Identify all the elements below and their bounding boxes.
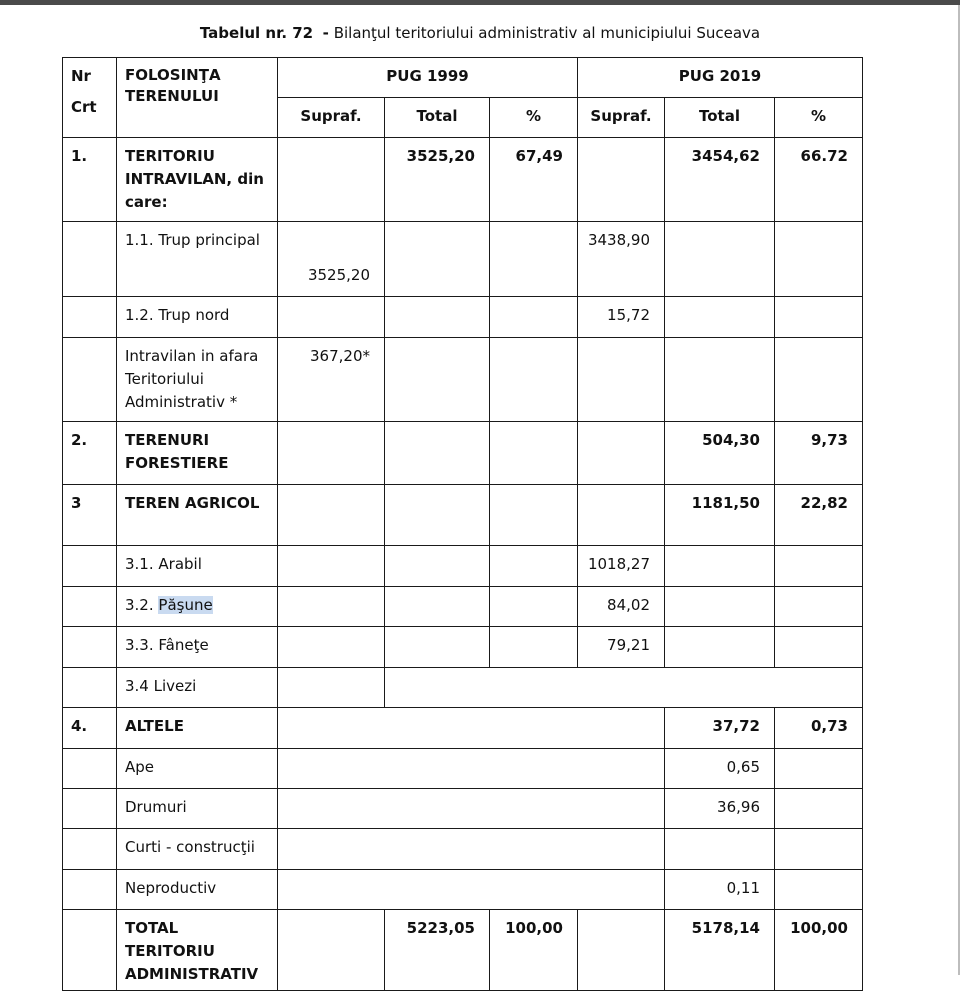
cell-percent-2019: 9,73: [775, 422, 863, 485]
cell-label: 1.1. Trup principal: [117, 222, 278, 297]
cell-percent-1999: [490, 587, 578, 627]
table-row: [63, 138, 863, 222]
cell-nr: 2.: [63, 422, 117, 485]
cell-total-1999: [385, 708, 490, 749]
cell-label: 3.1. Arabil: [117, 546, 278, 587]
cell-total-1999: [385, 870, 490, 910]
table-row: [63, 627, 863, 668]
cell-total-2019: [665, 627, 775, 668]
cell-nr: [63, 222, 117, 297]
cell-total-1999: [385, 587, 490, 627]
header-folosinta: FOLOSINŢA TERENULUI: [117, 58, 278, 138]
cell-percent-2019: [775, 668, 863, 708]
cell-nr: [63, 789, 117, 829]
cell-label: TERENURI FORESTIERE: [117, 422, 278, 485]
cell-percent-1999: [490, 870, 578, 910]
cell-total-1999: [385, 297, 490, 338]
cell-percent-2019: 0,73: [775, 708, 863, 749]
cell-supraf-2019: 79,21: [578, 627, 665, 668]
cell-percent-1999: [490, 789, 578, 829]
header-percent-2019: %: [775, 98, 863, 138]
cell-label: Intravilan in afara Teritoriului Administrativ *: [117, 338, 278, 422]
cell-percent-1999: 67,49: [490, 138, 578, 222]
cell-percent-2019: [775, 627, 863, 668]
table-row: [63, 485, 863, 546]
selected-text-highlight[interactable]: Păşune: [158, 596, 213, 614]
cell-supraf-1999: [278, 546, 385, 587]
cell-label-prefix: 3.2.: [125, 596, 159, 614]
caption-dash: -: [322, 24, 329, 42]
table-row: [63, 789, 863, 829]
cell-nr: [63, 627, 117, 668]
cell-nr: 4.: [63, 708, 117, 749]
cell-supraf-2019: [578, 485, 665, 546]
cell-percent-1999: [490, 829, 578, 870]
cell-supraf-1999: [278, 668, 385, 708]
cell-nr: [63, 338, 117, 422]
cell-total-2019: [665, 587, 775, 627]
cell-label: Drumuri: [117, 789, 278, 829]
cell-total-1999: [385, 485, 490, 546]
cell-supraf-1999: [278, 910, 385, 991]
cell-percent-2019: [775, 749, 863, 789]
cell-total-1999: 3525,20: [385, 138, 490, 222]
table-row: [63, 222, 863, 297]
cell-percent-1999: [490, 708, 578, 749]
cell-supraf-1999: [278, 749, 385, 789]
cell-supraf-2019: [578, 338, 665, 422]
cell-nr: [63, 587, 117, 627]
cell-percent-2019: [775, 546, 863, 587]
cell-label: [117, 587, 278, 627]
cell-supraf-1999: [278, 422, 385, 485]
window-top-bar: [0, 0, 960, 5]
cell-supraf-2019: [578, 870, 665, 910]
cell-supraf-1999: [278, 789, 385, 829]
cell-label: TOTAL TERITORIU ADMINISTRATIV: [117, 910, 278, 991]
cell-supraf-1999: [278, 627, 385, 668]
cell-supraf-2019: 1018,27: [578, 546, 665, 587]
cell-percent-1999: [490, 546, 578, 587]
header-nr: Nr: [71, 67, 91, 85]
cell-total-2019: [665, 829, 775, 870]
header-pug-1999: PUG 1999: [278, 58, 578, 98]
cell-supraf-2019: 84,02: [578, 587, 665, 627]
cell-nr: [63, 829, 117, 870]
cell-total-1999: 5223,05: [385, 910, 490, 991]
table-row: [63, 422, 863, 485]
table-row: [63, 297, 863, 338]
header-supraf-2019: Supraf.: [578, 98, 665, 138]
cell-total-2019: 0,11: [665, 870, 775, 910]
cell-percent-1999: [490, 422, 578, 485]
table-row: [63, 587, 863, 627]
cell-nr: [63, 749, 117, 789]
cell-total-2019: 3454,62: [665, 138, 775, 222]
cell-total-1999: [385, 829, 490, 870]
cell-percent-1999: [490, 222, 578, 297]
cell-label: Curti - construcţii: [117, 829, 278, 870]
cell-percent-1999: 100,00: [490, 910, 578, 991]
cell-supraf-2019: [578, 829, 665, 870]
table-row: [63, 870, 863, 910]
cell-percent-2019: [775, 829, 863, 870]
cell-nr: [63, 297, 117, 338]
cell-label: 3.3. Fâneţe: [117, 627, 278, 668]
land-balance-table: [62, 57, 863, 991]
cell-percent-2019: [775, 222, 863, 297]
table-row: [63, 668, 863, 708]
cell-supraf-2019: 3438,90: [578, 222, 665, 297]
cell-supraf-2019: [578, 789, 665, 829]
table-row: [63, 546, 863, 587]
cell-percent-2019: 100,00: [775, 910, 863, 991]
header-total-1999: Total: [385, 98, 490, 138]
cell-nr: 3: [63, 485, 117, 546]
table-row: [63, 338, 863, 422]
header-supraf-1999: Supraf.: [278, 98, 385, 138]
cell-percent-1999: [490, 338, 578, 422]
cell-supraf-1999: [278, 138, 385, 222]
cell-supraf-1999: 367,20*: [278, 338, 385, 422]
cell-percent-2019: [775, 789, 863, 829]
header-nr-crt: [63, 58, 117, 138]
cell-supraf-2019: [578, 422, 665, 485]
cell-supraf-1999: 3525,20: [278, 222, 385, 297]
cell-label: ALTELE: [117, 708, 278, 749]
cell-nr: [63, 910, 117, 991]
cell-total-2019: 36,96: [665, 789, 775, 829]
cell-supraf-1999: [278, 708, 385, 749]
cell-percent-2019: [775, 587, 863, 627]
table-row-total: [63, 910, 863, 991]
cell-total-2019: [665, 222, 775, 297]
cell-label: TEREN AGRICOL: [117, 485, 278, 546]
cell-total-2019: 5178,14: [665, 910, 775, 991]
cell-total-1999: [385, 222, 490, 297]
cell-supraf-1999: [278, 829, 385, 870]
table-row: [63, 829, 863, 870]
cell-percent-2019: [775, 338, 863, 422]
table-row: [63, 708, 863, 749]
cell-supraf-1999: [278, 587, 385, 627]
cell-total-1999: [385, 749, 490, 789]
cell-total-2019: 1181,50: [665, 485, 775, 546]
cell-percent-1999: [490, 749, 578, 789]
cell-label: TERITORIU INTRAVILAN, din care:: [117, 138, 278, 222]
cell-total-2019: 0,65: [665, 749, 775, 789]
cell-supraf-2019: [578, 668, 665, 708]
cell-supraf-2019: [578, 749, 665, 789]
header-crt: Crt: [71, 98, 97, 116]
cell-total-2019: [665, 297, 775, 338]
cell-total-1999: [385, 668, 490, 708]
cell-percent-1999: [490, 668, 578, 708]
cell-supraf-1999: [278, 870, 385, 910]
header-total-2019: Total: [665, 98, 775, 138]
cell-total-2019: [665, 338, 775, 422]
cell-total-1999: [385, 422, 490, 485]
cell-supraf-2019: 15,72: [578, 297, 665, 338]
cell-supraf-2019: [578, 138, 665, 222]
cell-total-2019: [665, 546, 775, 587]
cell-label: Ape: [117, 749, 278, 789]
cell-percent-2019: 66.72: [775, 138, 863, 222]
table-row: [63, 749, 863, 789]
table-caption: [0, 24, 960, 42]
cell-total-2019: 504,30: [665, 422, 775, 485]
cell-percent-1999: [490, 485, 578, 546]
cell-supraf-1999: [278, 485, 385, 546]
cell-label: 3.4 Livezi: [117, 668, 278, 708]
cell-nr: 1.: [63, 138, 117, 222]
cell-total-1999: [385, 627, 490, 668]
cell-percent-2019: [775, 870, 863, 910]
cell-nr: [63, 668, 117, 708]
cell-total-1999: [385, 338, 490, 422]
cell-supraf-1999: [278, 297, 385, 338]
cell-supraf-2019: [578, 910, 665, 991]
cell-percent-2019: [775, 297, 863, 338]
cell-label: 1.2. Trup nord: [117, 297, 278, 338]
cell-percent-1999: [490, 297, 578, 338]
header-pug-2019: PUG 2019: [578, 58, 863, 98]
cell-percent-2019: 22,82: [775, 485, 863, 546]
header-row-top: [63, 58, 863, 98]
caption-label: Tabelul nr. 72: [199, 24, 314, 42]
cell-nr: [63, 546, 117, 587]
cell-total-1999: [385, 789, 490, 829]
cell-percent-1999: [490, 627, 578, 668]
header-percent-1999: %: [490, 98, 578, 138]
caption-title: Bilanţul teritoriului administrativ al municipiului Suceava: [333, 24, 761, 42]
cell-total-1999: [385, 546, 490, 587]
cell-total-2019: 37,72: [665, 708, 775, 749]
cell-supraf-2019: [578, 708, 665, 749]
cell-nr: [63, 870, 117, 910]
cell-total-2019: [665, 668, 775, 708]
cell-label: Neproductiv: [117, 870, 278, 910]
